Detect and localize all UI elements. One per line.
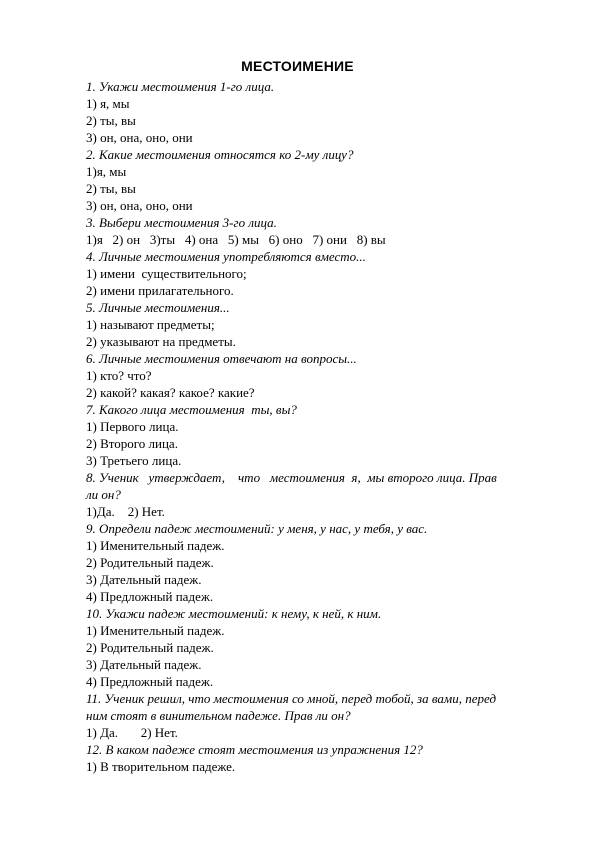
- question-line: 11. Ученик решил, что местоимения со мной, перед тобой, за вами, перед: [86, 691, 497, 706]
- question-line: 8. Ученик утверждает, что местоимения я, мы второго лица. Прав: [86, 470, 497, 485]
- answer-option: 3) Третьего лица.: [86, 453, 182, 468]
- question-line: 1. Укажи местоимения 1-го лица.: [86, 79, 275, 94]
- answer-option: 3) Дательный падеж.: [86, 572, 202, 587]
- question-line: 10. Укажи падеж местоимений: к нему, к ней, к ним.: [86, 606, 382, 621]
- answer-option: 3) он, она, оно, они: [86, 198, 193, 213]
- question-line: 2. Какие местоимения относятся ко 2-му лицу?: [86, 147, 354, 162]
- answer-option: 1) В творительном падеже.: [86, 759, 236, 774]
- question-line: 7. Какого лица местоимения ты, вы?: [86, 402, 297, 417]
- quiz-content: [86, 78, 556, 775]
- question-line: ним стоят в винительном падеже. Прав ли он?: [86, 708, 351, 723]
- answer-option: 1) называют предметы;: [86, 317, 215, 332]
- answer-option: 1) Именительный падеж.: [86, 538, 225, 553]
- answer-option: 1)Да. 2) Нет.: [86, 504, 165, 519]
- answer-option: 1)я 2) он 3)ты 4) она 5) мы 6) оно 7) они 8) вы: [86, 232, 386, 247]
- question-line: 4. Личные местоимения употребляются вместо...: [86, 249, 366, 264]
- answer-option: 2) имени прилагательного.: [86, 283, 234, 298]
- question-line: 6. Личные местоимения отвечают на вопросы...: [86, 351, 357, 366]
- answer-option: 2) указывают на предметы.: [86, 334, 236, 349]
- answer-option: 1) я, мы: [86, 96, 130, 111]
- question-line: 9. Определи падеж местоимений: у меня, у нас, у тебя, у вас.: [86, 521, 428, 536]
- answer-option: 2) Второго лица.: [86, 436, 178, 451]
- answer-option: 1) Именительный падеж.: [86, 623, 225, 638]
- answer-option: 3) он, она, оно, они: [86, 130, 193, 145]
- answer-option: 2) ты, вы: [86, 113, 136, 128]
- answer-option: 1)я, мы: [86, 164, 127, 179]
- answer-option: 2) ты, вы: [86, 181, 136, 196]
- answer-option: 1) Да. 2) Нет.: [86, 725, 178, 740]
- answer-option: 2) какой? какая? какое? какие?: [86, 385, 255, 400]
- answer-option: 4) Предложный падеж.: [86, 589, 214, 604]
- question-line: ли он?: [86, 487, 121, 502]
- question-line: 12. В каком падеже стоят местоимения из упражнения 12?: [86, 742, 423, 757]
- question-line: 5. Личные местоимения...: [86, 300, 230, 315]
- answer-option: 2) Родительный падеж.: [86, 640, 214, 655]
- answer-option: 3) Дательный падеж.: [86, 657, 202, 672]
- answer-option: 1) Первого лица.: [86, 419, 179, 434]
- question-line: 3. Выбери местоимения 3-го лица.: [86, 215, 277, 230]
- answer-option: 2) Родительный падеж.: [86, 555, 214, 570]
- answer-option: 4) Предложный падеж.: [86, 674, 214, 689]
- page-title: МЕСТОИМЕНИЕ: [241, 58, 354, 74]
- answer-option: 1) кто? что?: [86, 368, 152, 383]
- answer-option: 1) имени существительного;: [86, 266, 247, 281]
